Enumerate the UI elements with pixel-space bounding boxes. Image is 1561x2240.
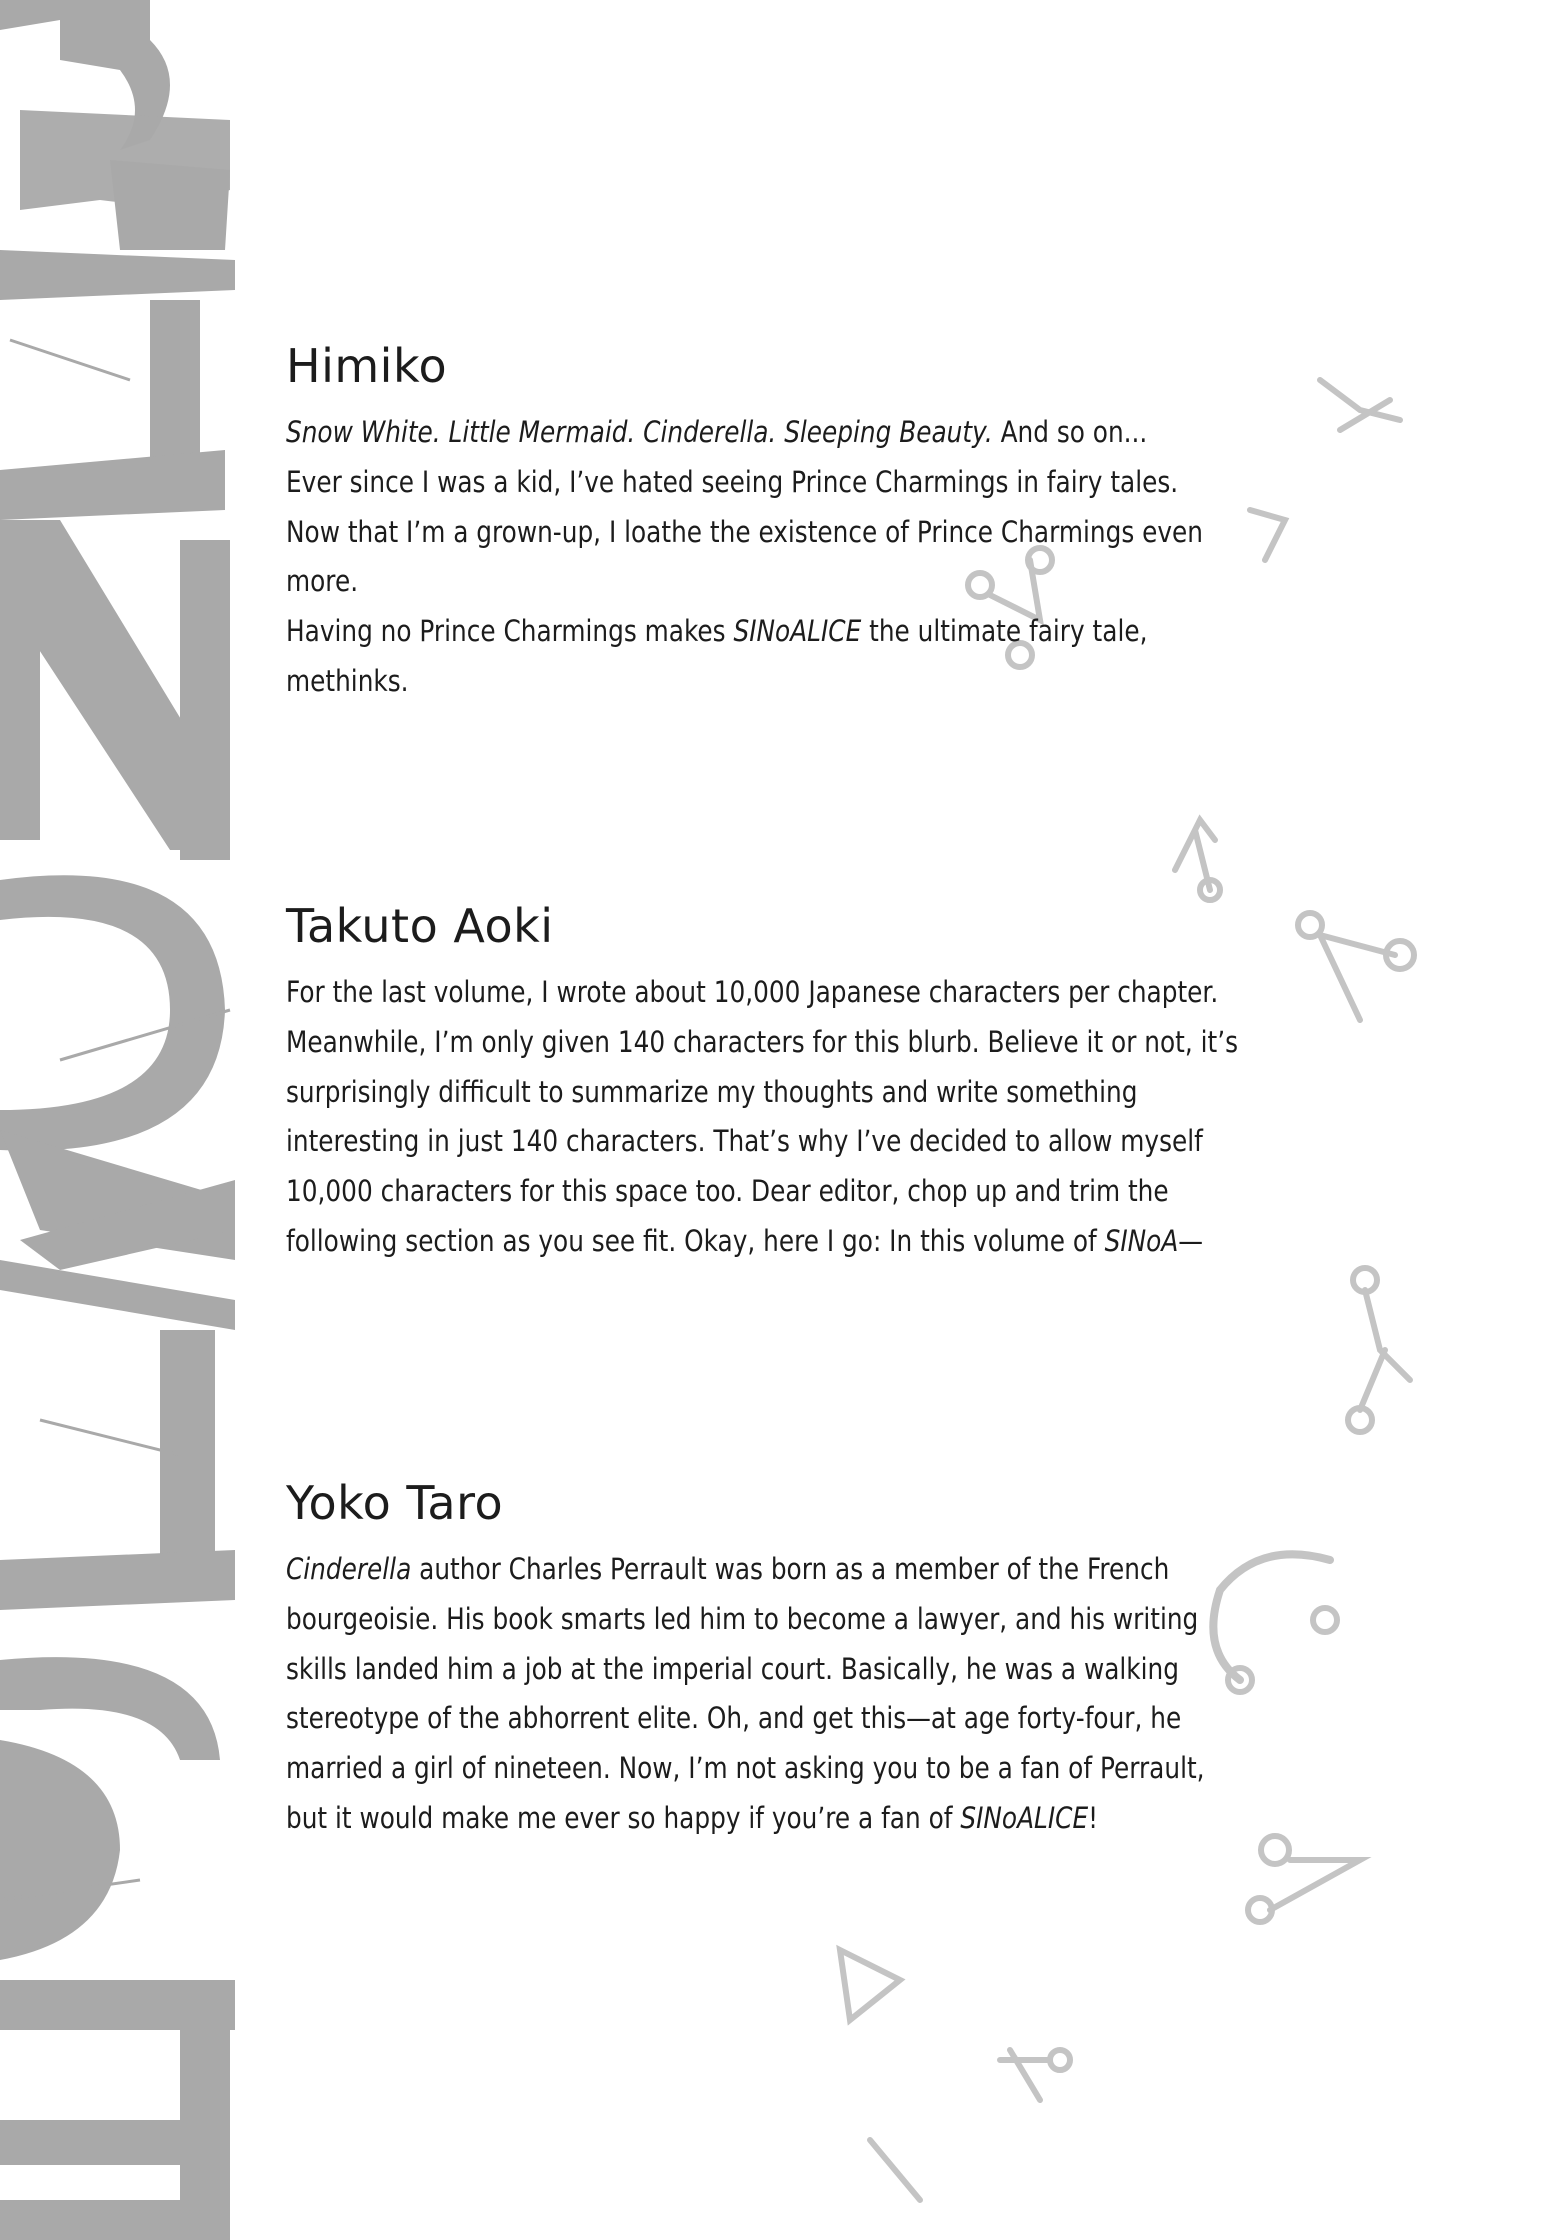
text-run: — [1178,1223,1204,1258]
entry-himiko [286,338,1246,707]
italic-title-run: Snow White. Little Mermaid. Cinderella. Sleeping Beauty. [286,415,993,449]
author-name: Takuto Aoki [286,899,554,953]
text-run: author Charles Perrault was born as a member of the French bourgeoisie. His book smarts led him to become a lawyer, and his writing skills landed him a job at the imperial court. Basically, he was a walking stereotype of the abhorrent elite. Oh, and get this—at age forty-four, he married a girl of nineteen. Now, I’m not asking you to be a fan of Perrault, but it would make me ever so happy if you’re a fan of [286,1552,1205,1835]
author-comment [286,408,1246,707]
text-run: For the last volume, I wrote about 10,000 Japanese characters per chapter. Meanwhile, I’m only given 140 characters for this blurb. Believe it or not, it’s surprisingly difficult to summarize my thoughts and write something interesting in just 140 characters. That’s why I’ve decided to allow myself 10,000 characters for this space too. Dear editor, chop up and trim the following section as you see fit. Okay, here I go: In this volume of [286,975,1238,1258]
author-comment [286,968,1246,1267]
text-run: the ultimate fairy tale, methinks. [286,614,1148,698]
italic-title-run: SINoALICE [960,1800,1089,1835]
vertical-title-decoration [0,0,240,2240]
author-name: Yoko Taro [286,1476,504,1530]
text-run: ! [1088,1800,1099,1835]
italic-title-run: SINoALICE [733,614,862,649]
italic-title-run: Cinderella [286,1552,412,1586]
author-comment [286,1545,1246,1844]
text-run: And so on... Ever since I was a kid, I’ve hated seeing Prince Charmings in fairy tales. Now that I’m a grown-up, I loathe the existence of Prince Charmings even more. Having no Prince Charmings makes [286,415,1203,649]
entry-yoko-taro [286,1475,1246,1844]
entry-takuto-aoki [286,898,1246,1267]
author-name: Himiko [286,339,448,393]
italic-title-run: SINoA [1104,1223,1179,1258]
